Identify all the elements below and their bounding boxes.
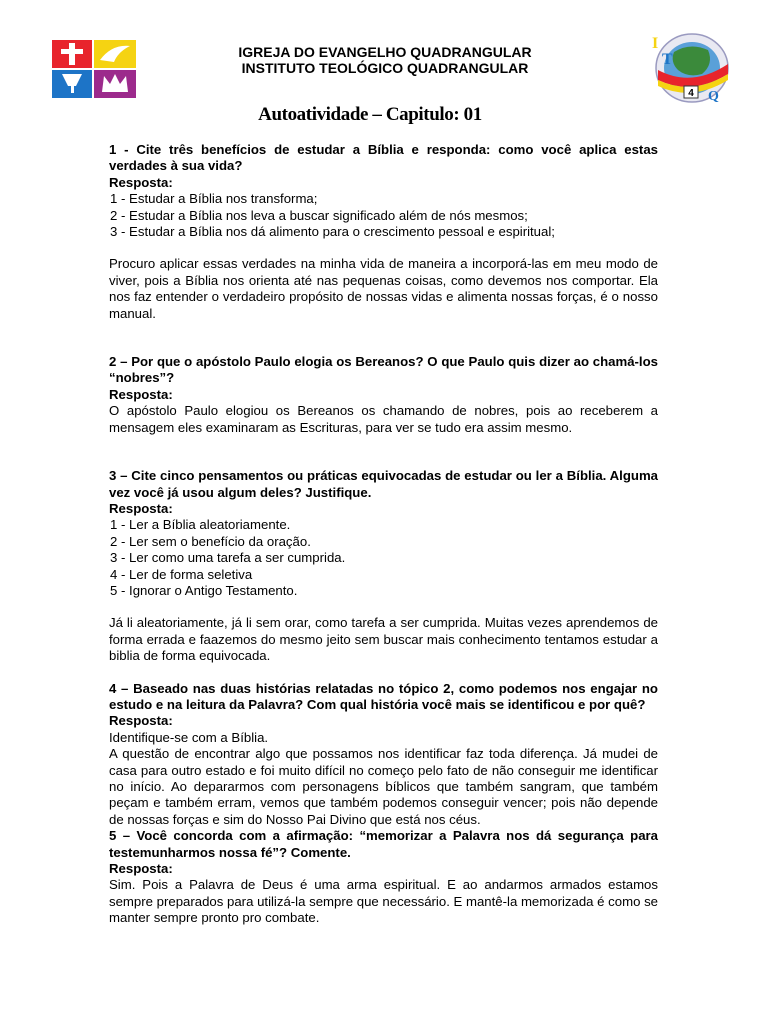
list-item: 2 - Ler sem o benefício da oração. — [110, 533, 311, 549]
list-item: 2 - Estudar a Bíblia nos leva a buscar significado além de nós mesmos; — [110, 207, 528, 223]
list-item: 1 - Ler a Bíblia aleatoriamente. — [110, 517, 291, 533]
question-4: 4 – Baseado nas duas histórias relatadas no tópico 2, como podemos nos engajar no estudo e na leitura da Palavra? Com qual história você mais se identificou e por quê? — [109, 680, 658, 712]
answer-label: Resposta: — [109, 861, 173, 877]
list-item: 3 - Ler como uma tarefa a ser cumprida. — [110, 550, 346, 566]
header-line-church: IGREJA DO EVANGELHO QUADRANGULAR — [238, 44, 532, 60]
answer-paragraph-5: Sim. Pois a Palavra de Deus é uma arma espiritual. E ao andarmos armados estamos sempre preparados para utilizá-la sempre que necessário. E mantê-la memorizada é como se manter sempre pronto pro combate. — [109, 877, 659, 926]
page-title: Autoatividade – Capitulo: 01 — [258, 104, 482, 125]
answer-paragraph-1: Procuro aplicar essas verdades na minha vida de maneira a incorporá-las em meu modo de viver, pois a Bíblia nos orienta até nas pequenas coisas, como devemos nos comportar. Ela nos faz entender o verdadeiro propósito de nossas vidas e alimenta nossas forças, é o nosso manual. — [109, 256, 658, 321]
church-logo — [52, 40, 136, 98]
list-item: 1 - Estudar a Bíblia nos transforma; — [110, 191, 318, 207]
list-item: 3 - Estudar a Bíblia nos dá alimento para o crescimento pessoal e espiritual; — [110, 224, 555, 240]
seal-number: 4 — [688, 88, 694, 99]
answer-paragraph-4: A questão de encontrar algo que possamos nos identificar faz toda diferença. Já mudei de casa para outro estado e foi muito difícil no começo pelo fato de não conseguir me identificar no início. Ao depararmos com personagens bíblicos que também sangram, que também peçam e também erram, vemos que também podemos conseguir vencer; pois não depende de nossas forças e sim do Nosso Pai Divino que está nos céus. — [109, 746, 658, 827]
question-5: 5 – Você concorda com a afirmação: “memorizar a Palavra nos dá segurança para testemunharmos nossa fé”? Comente. — [109, 828, 658, 860]
seal-letter-t: T — [662, 51, 673, 68]
document-body — [109, 142, 658, 927]
answer-label: Resposta: — [109, 500, 173, 516]
question-3: 3 – Cite cinco pensamentos ou práticas equivocadas de estudar ou ler a Bíblia. Alguma vez você já usou algum deles? Justifique. — [109, 468, 658, 500]
list-item: 5 - Ignorar o Antigo Testamento. — [110, 582, 298, 598]
answer-paragraph-2: O apóstolo Paulo elogiou os Bereanos os chamando de nobres, pois ao receberem a mensagem eles examinaram as Escrituras, para ver se tudo era assim mesmo. — [109, 403, 658, 435]
list-item: 4 - Ler de forma seletiva — [110, 566, 253, 582]
answer-label: Resposta: — [109, 174, 173, 190]
answer-line-4: Identifique-se com a Bíblia. — [109, 729, 269, 745]
header-line-institute: INSTITUTO TEOLÓGICO QUADRANGULAR — [241, 60, 529, 76]
question-2: 2 – Por que o apóstolo Paulo elogia os Bereanos? O que Paulo quis dizer ao chamá-los “nobres”? — [109, 354, 658, 386]
question-1: 1 - Cite três benefícios de estudar a Bíblia e responda: como você aplica estas verdades à sua vida? — [109, 142, 658, 174]
answer-paragraph-3: Já li aleatoriamente, já li sem orar, como tarefa a ser cumprida. Muitas vezes aprendemos de forma errada e faazemos do mesmo jeito sem buscar mais conhecimento tentamos estudar a biblia de forma equivocada. — [109, 615, 658, 664]
seal-letter-i: I — [652, 35, 659, 52]
answer-label: Resposta: — [109, 386, 173, 402]
institute-seal-logo — [644, 30, 732, 104]
seal-letter-q: Q — [708, 89, 719, 104]
institution-header — [160, 44, 610, 76]
answer-label: Resposta: — [109, 713, 173, 729]
